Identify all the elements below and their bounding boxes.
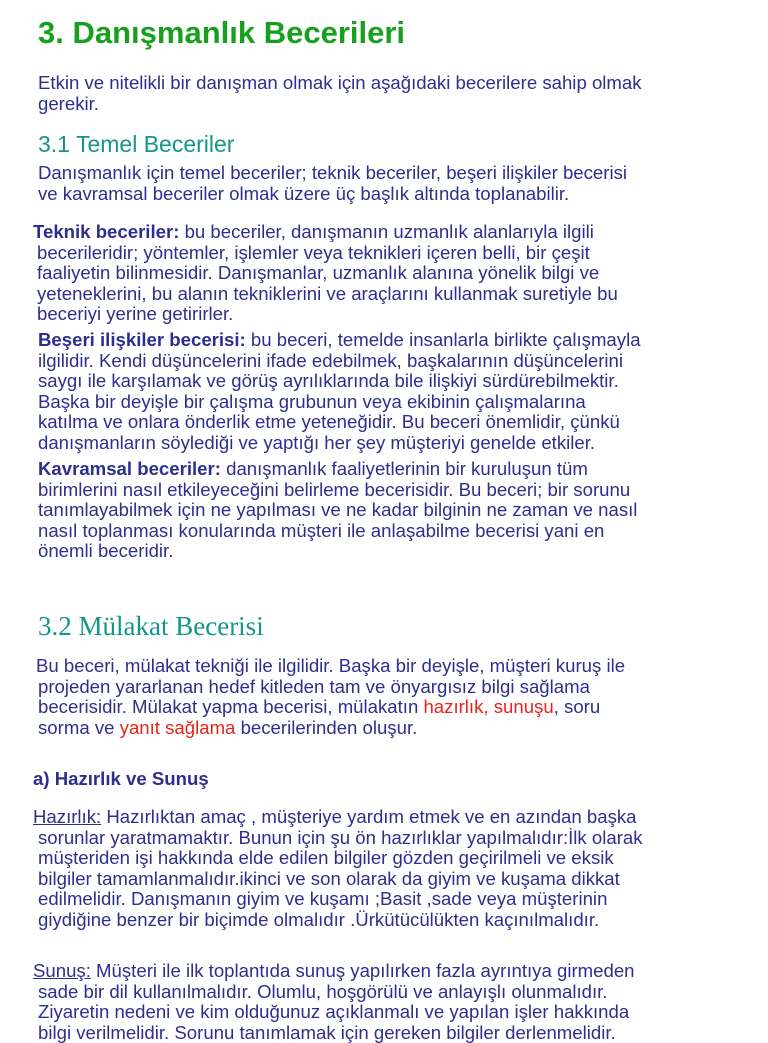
intro-paragraph: [38, 73, 642, 114]
text-run: becerilerinden oluşur.: [235, 716, 418, 738]
text-line: yeteneklerini, bu alanın tekniklerini ve araçlarını kullanmak suretiyle bu: [37, 282, 618, 304]
text-line: bilgiler tamamlanmalıdır.ikinci ve son olarak da giyim ve kuşama dikkat: [38, 867, 620, 889]
text-line: ilgilidir. Kendi düşüncelerini ifade edebilmek, başkalarının düşüncelerini: [38, 349, 624, 371]
text-line: sorunlar yaratmamaktır. Bunun için şu ön hazırlıklar yapılmalıdır:İlk olarak: [38, 826, 643, 848]
section-3-1-paragraph: [38, 163, 627, 204]
text-line: Danışmanlık için temel beceriler; teknik beceriler, beşeri ilişkiler becerisi: [38, 162, 628, 183]
term-teknik: Teknik beceriler:: [33, 221, 180, 242]
highlight-hazirlik-sunusu: hazırlık, sunuşu: [423, 696, 554, 718]
text-run: sorma ve: [38, 716, 120, 738]
text-line: bilgi verilmelidir. Sorunu tanımlamak için gereken bilgiler derlenmelidir.: [38, 1021, 616, 1043]
text-line: sade bir dil kullanılmalıdır. Olumlu, hoşgörülü ve anlayışlı olunmalıdır.: [38, 980, 608, 1002]
text-line: beceriyi yerine getirirler.: [37, 303, 234, 325]
text-line: [36, 697, 625, 718]
text-line: saygı ile karşılamak ve görüş ayrılıklarında bile ilişkiyi sürdürebilmektir.: [38, 370, 619, 392]
text-run: Hazırlıktan amaç , müşteriye yardım etmek ve en azından başka: [101, 806, 637, 827]
highlight-yanit-saglama: yanıt sağlama: [119, 716, 236, 738]
text-line: müşteriden işi hakkında elde edilen bilgiler gözden geçirilmeli ve eksik: [38, 847, 614, 869]
sunus-paragraph: [33, 961, 635, 1043]
beseri-paragraph: [38, 330, 641, 454]
section-heading-3-1: 3.1 Temel Beceriler: [38, 131, 235, 157]
text-line: Etkin ve nitelikli bir danışman olmak için aşağıdaki becerilere sahip olmak: [38, 72, 642, 93]
text-run: bu beceri, temelde insanlarla birlikte çalışmayla: [245, 329, 641, 350]
text-run: bu beceriler, danışmanın uzmanlık alanlarıyla ilgili: [179, 221, 594, 242]
section-3-2-paragraph: [36, 656, 625, 738]
text-line: ve kavramsal beceriler olmak üzere üç başlık altında toplanabilir.: [38, 182, 570, 204]
text-line: birimlerini nasıl etkileyeceğini belirleme becerisidir. Bu beceri; bir sorunu: [38, 478, 631, 500]
text-line: projeden yararlanan hedef kitleden tam ve önyargısız bilgi sağlama: [38, 675, 590, 697]
text-run: , soru: [553, 696, 601, 718]
text-line: [33, 961, 635, 982]
teknik-paragraph: [33, 222, 618, 325]
text-line: giydiğine benzer bir biçimde olmalıdır .Ürkütücülükten kaçınılmalıdır.: [38, 908, 600, 930]
text-line: katılma ve onlara önderlik etme yeteneğidir. Bu beceri önemlidir, çünkü: [38, 411, 620, 433]
page-title: 3. Danışmanlık Becerileri: [38, 15, 406, 50]
text-line: gerekir.: [38, 92, 99, 114]
text-line: faaliyetin bilinmesidir. Danışmanlar, uzmanlık alanına yönelik bilgi ve: [37, 262, 600, 284]
text-line: [38, 330, 641, 351]
text-run: Müşteri ile ilk toplantıda sunuş yapılırken fazla ayrıntıya girmeden: [90, 960, 635, 981]
text-line: edilmelidir. Danışmanın giyim ve kuşamı ;Basit ,sade veya müşterinin: [38, 888, 608, 910]
text-line: [33, 807, 643, 828]
kavramsal-paragraph: [38, 459, 637, 562]
text-line: nasıl toplanması konularında müşteri ile anlaşabilme becerisi yani en: [38, 519, 605, 541]
term-hazirlik: Hazırlık:: [33, 806, 102, 827]
text-line: önemli beceridir.: [38, 540, 174, 562]
text-run: becerisidir. Mülakat yapma becerisi, mülakatın: [38, 696, 424, 718]
text-run: danışmanlık faaliyetlerinin bir kuruluşun tüm: [220, 458, 588, 479]
term-kavramsal: Kavramsal beceriler:: [38, 458, 221, 479]
text-line: Bu beceri, mülakat tekniği ile ilgilidir. Başka bir deyişle, müşteri kuruş ile: [36, 655, 626, 676]
term-sunus: Sunuş:: [33, 960, 91, 981]
text-line: [36, 718, 625, 739]
text-line: tanımlayabilmek için ne yapılması ve ne kadar bilginin ne zaman ve nasıl: [38, 499, 638, 521]
text-line: Ziyaretin nedeni ve kim olduğunuz açıklanmalı ve yapılan işler hakkında: [38, 1001, 630, 1023]
subsection-heading-a: a) Hazırlık ve Sunuş: [33, 768, 209, 789]
hazirlik-paragraph: [33, 807, 643, 931]
term-beseri: Beşeri ilişkiler becerisi:: [38, 329, 246, 350]
text-line: becerileridir; yöntemler, işlemler veya teknikleri içeren belli, bir çeşit: [37, 241, 590, 263]
section-heading-3-2: 3.2 Mülakat Becerisi: [38, 611, 264, 641]
text-line: [33, 222, 618, 243]
text-line: Başka bir deyişle bir çalışma grubunun veya ekibinin çalışmalarına: [38, 390, 586, 412]
text-line: [38, 459, 637, 480]
text-line: danışmanların söylediği ve yaptığı her şey müşteriyi genelde etkiler.: [38, 431, 596, 453]
